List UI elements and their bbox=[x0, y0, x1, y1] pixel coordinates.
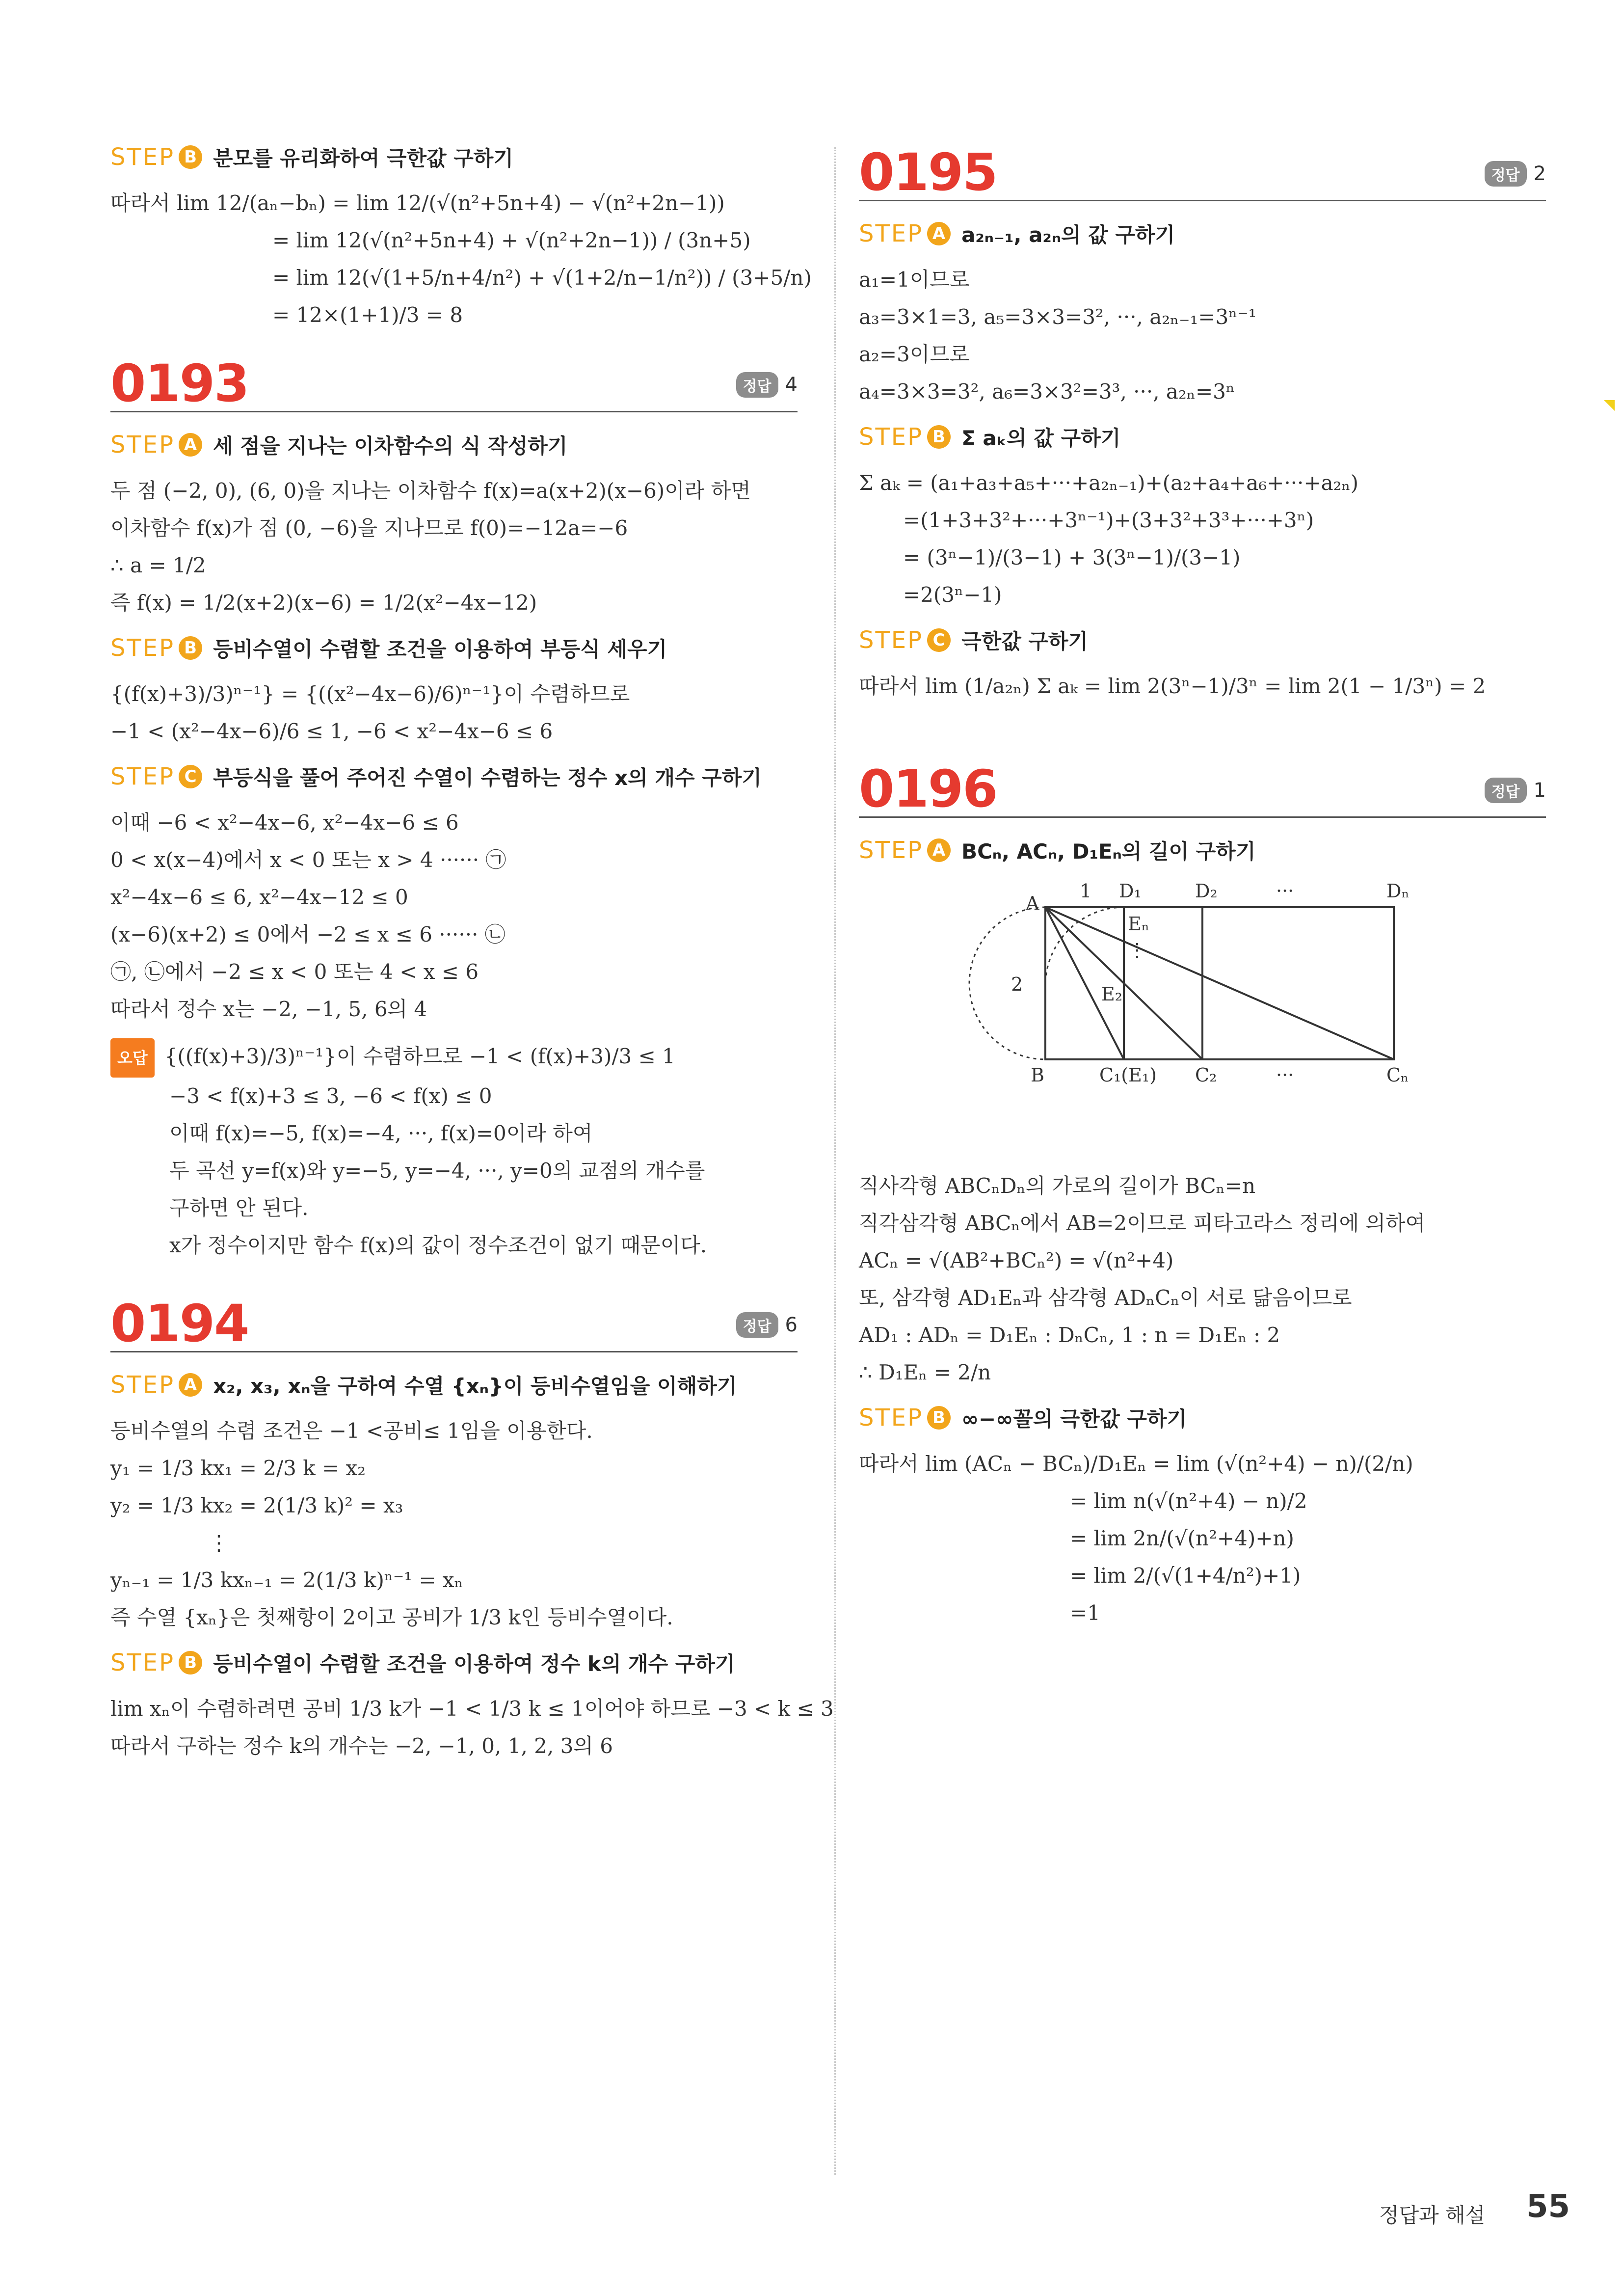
solution-line: 구하면 안 된다. bbox=[169, 1196, 309, 1220]
solution-line: ACₙ = √(AB²+BCₙ²) = √(n²+4) bbox=[859, 1248, 1174, 1272]
page-number: 55 bbox=[1526, 2188, 1570, 2225]
solution-line: 따라서 정수 x는 −2, −1, 5, 6의 4 bbox=[110, 997, 427, 1021]
solution-line: 직각삼각형 ABCₙ에서 AB=2이므로 피타고라스 정리에 의하여 bbox=[859, 1211, 1426, 1235]
problem-header-0193 bbox=[110, 353, 798, 412]
step-word: STEP bbox=[110, 431, 175, 459]
label-d2: D₂ bbox=[1195, 880, 1218, 902]
label-c2: C₂ bbox=[1195, 1064, 1217, 1086]
solution-line: Σ aₖ = (a₁+a₃+a₅+···+a₂ₙ₋₁)+(a₂+a₄+a₆+···+a₂ₙ) bbox=[859, 471, 1359, 495]
label-e2: E₂ bbox=[1101, 983, 1122, 1005]
label-dn: Dₙ bbox=[1386, 880, 1410, 902]
label-b: B bbox=[1031, 1064, 1044, 1086]
solution-line: a₁=1이므로 bbox=[859, 268, 970, 292]
answer-label-badge: 정답 bbox=[1485, 778, 1527, 803]
label-d1: D₁ bbox=[1119, 880, 1142, 902]
step-title: ∞−∞꼴의 극한값 구하기 bbox=[961, 1407, 1187, 1431]
segment-acn bbox=[1045, 907, 1394, 1059]
step-c-0193 bbox=[110, 762, 798, 791]
step-a-0195 bbox=[859, 219, 1546, 248]
step-word: STEP bbox=[859, 423, 924, 451]
solution-line: 즉 수열 {xₙ}은 첫째항이 2이고 공비가 1/3 k인 등비수열이다. bbox=[110, 1605, 673, 1629]
step-c-0195 bbox=[859, 625, 1546, 655]
wrong-answer-badge: 오답 bbox=[110, 1038, 155, 1078]
page-edge-marker bbox=[1604, 400, 1615, 411]
wrong-answer-note bbox=[110, 1038, 798, 1078]
solution-line: ㉠, ㉡에서 −2 ≤ x < 0 또는 4 < x ≤ 6 bbox=[110, 960, 479, 984]
problem-number: 0193 bbox=[110, 353, 249, 413]
solution-line: y₂ = 1/3 kx₂ = 2(1/3 k)² = x₃ bbox=[110, 1493, 403, 1517]
step-letter-badge: A bbox=[927, 222, 951, 245]
right-column bbox=[859, 142, 1546, 1632]
solution-line: 등비수열의 수렴 조건은 −1 <공비≤ 1임을 이용한다. bbox=[110, 1419, 593, 1443]
solution-line: 이때 f(x)=−5, f(x)=−4, ···, f(x)=0이라 하여 bbox=[169, 1121, 593, 1145]
header-rule bbox=[859, 200, 1546, 201]
label-a: A bbox=[1026, 892, 1039, 914]
step-word: STEP bbox=[110, 763, 175, 790]
solution-line: = lim 12(√(1+5/n+4/n²) + √(1+2/n−1/n²)) / (3+5/n) bbox=[272, 266, 812, 290]
solution-line: a₂=3이므로 bbox=[859, 342, 970, 366]
step-a-0194 bbox=[110, 1370, 798, 1400]
step-title: BCₙ, ACₙ, D₁Eₙ의 길이 구하기 bbox=[961, 839, 1256, 864]
solution-line: ∴ D₁Eₙ = 2/n bbox=[859, 1360, 991, 1384]
label-en: Eₙ bbox=[1128, 913, 1150, 935]
solution-line: 이때 −6 < x²−4x−6, x²−4x−6 ≤ 6 bbox=[110, 810, 459, 835]
label-c1: C₁(E₁) bbox=[1099, 1064, 1157, 1086]
solution-line: = lim 12(√(n²+5n+4) + √(n²+2n−1)) / (3n+5) bbox=[272, 228, 751, 252]
step-word: STEP bbox=[859, 1404, 924, 1432]
answer-value: 1 bbox=[1533, 779, 1546, 802]
step-b-0192 bbox=[110, 142, 798, 172]
answer-box bbox=[1485, 161, 1546, 187]
answer-label-badge: 정답 bbox=[1485, 161, 1527, 187]
solution-line: x²−4x−6 ≤ 6, x²−4x−12 ≤ 0 bbox=[110, 885, 408, 909]
label-one: 1 bbox=[1080, 880, 1092, 902]
solution-line: 따라서 구하는 정수 k의 개수는 −2, −1, 0, 1, 2, 3의 6 bbox=[110, 1734, 613, 1758]
answer-box bbox=[1485, 778, 1546, 803]
step-b-0194 bbox=[110, 1648, 798, 1677]
step-title: 세 점을 지나는 이차함수의 식 작성하기 bbox=[213, 434, 568, 458]
header-rule bbox=[859, 816, 1546, 818]
left-column bbox=[110, 142, 834, 1765]
solution-line: 즉 f(x) = 1/2(x+2)(x−6) = 1/2(x²−4x−12) bbox=[110, 591, 537, 615]
solution-line: lim xₙ이 수렴하려면 공비 1/3 k가 −1 < 1/3 k ≤ 1이어야 하므로 −3 < k ≤ 3 bbox=[110, 1697, 834, 1721]
problem-number: 0196 bbox=[859, 759, 997, 819]
step-b-0193 bbox=[110, 633, 798, 663]
solution-line: ∴ a = 1/2 bbox=[110, 553, 206, 577]
header-rule bbox=[110, 411, 798, 412]
solution-line: −3 < f(x)+3 ≤ 3, −6 < f(x) ≤ 0 bbox=[169, 1084, 492, 1108]
step-a-0193 bbox=[110, 430, 798, 459]
solution-line: = lim 2n/(√(n²+4)+n) bbox=[1070, 1526, 1294, 1550]
step-letter-badge: B bbox=[179, 1651, 202, 1675]
step-word: STEP bbox=[859, 220, 924, 247]
solution-line: 이차함수 f(x)가 점 (0, −6)을 지나므로 f(0)=−12a=−6 bbox=[110, 516, 628, 540]
problem-number: 0194 bbox=[110, 1294, 249, 1353]
step-title: 등비수열이 수렴할 조건을 이용하여 부등식 세우기 bbox=[213, 637, 667, 661]
solution-line: a₃=3×1=3, a₅=3×3=3², ···, a₂ₙ₋₁=3ⁿ⁻¹ bbox=[859, 305, 1257, 329]
step-title: 등비수열이 수렴할 조건을 이용하여 정수 k의 개수 구하기 bbox=[213, 1652, 735, 1676]
problem-header-0195 bbox=[859, 142, 1546, 201]
step-letter-badge: B bbox=[927, 1406, 951, 1430]
answer-value: 6 bbox=[785, 1314, 798, 1336]
step-letter-badge: B bbox=[179, 145, 202, 169]
solution-line: = 12×(1+1)/3 = 8 bbox=[272, 303, 463, 327]
step-word: STEP bbox=[110, 1649, 175, 1676]
solution-line: =2(3ⁿ−1) bbox=[903, 583, 1002, 607]
step-letter-badge: C bbox=[927, 628, 951, 652]
solution-line: {((f(x)+3)/3)ⁿ⁻¹}이 수렴하므로 −1 < (f(x)+3)/3 ≤ 1 bbox=[164, 1044, 675, 1068]
solution-line: (x−6)(x+2) ≤ 0에서 −2 ≤ x ≤ 6 ······ ㉡ bbox=[110, 922, 506, 946]
solution-line: = (3ⁿ−1)/(3−1) + 3(3ⁿ−1)/(3−1) bbox=[903, 545, 1241, 569]
arc-radius-2 bbox=[969, 907, 1045, 1059]
solution-line: ⋮ bbox=[209, 1531, 229, 1555]
label-dots-top: ··· bbox=[1276, 880, 1294, 902]
step-letter-badge: A bbox=[927, 838, 951, 862]
solution-line: {(f(x)+3)/3)ⁿ⁻¹} = {((x²−4x−6)/6)ⁿ⁻¹}이 수렴하므로 bbox=[110, 682, 630, 706]
solution-line: 두 곡선 y=f(x)와 y=−5, y=−4, ···, y=0의 교점의 개수를 bbox=[169, 1159, 705, 1183]
solution-line: y₁ = 1/3 kx₁ = 2/3 k = x₂ bbox=[110, 1456, 366, 1480]
step-letter-badge: C bbox=[179, 765, 202, 788]
step-word: STEP bbox=[859, 626, 924, 654]
step-b-0195 bbox=[859, 422, 1546, 452]
column-divider bbox=[834, 147, 836, 2175]
solution-line: AD₁ : ADₙ = D₁Eₙ : DₙCₙ, 1 : n = D₁Eₙ : 2 bbox=[859, 1323, 1280, 1347]
problem-number: 0195 bbox=[859, 142, 997, 202]
label-cn: Cₙ bbox=[1386, 1064, 1409, 1086]
step-word: STEP bbox=[110, 1371, 175, 1399]
answer-label-badge: 정답 bbox=[736, 1312, 778, 1338]
label-vdots: ⋮ bbox=[1128, 939, 1146, 961]
rectangle-diagram bbox=[859, 878, 1546, 1153]
solution-line: yₙ₋₁ = 1/3 kxₙ₋₁ = 2(1/3 k)ⁿ⁻¹ = xₙ bbox=[110, 1568, 463, 1592]
solution-line: x가 정수이지만 함수 f(x)의 값이 정수조건이 없기 때문이다. bbox=[169, 1233, 707, 1257]
solution-line: 따라서 lim (1/a₂ₙ) Σ aₖ = lim 2(3ⁿ−1)/3ⁿ = lim 2(1 − 1/3ⁿ) = 2 bbox=[859, 674, 1486, 698]
answer-label-badge: 정답 bbox=[736, 372, 778, 398]
problem-header-0194 bbox=[110, 1294, 798, 1352]
step-title: 부등식을 풀어 주어진 수열이 수렴하는 정수 x의 개수 구하기 bbox=[213, 766, 762, 790]
step-word: STEP bbox=[110, 634, 175, 662]
step-title: a₂ₙ₋₁, a₂ₙ의 값 구하기 bbox=[961, 223, 1175, 247]
answer-value: 2 bbox=[1533, 162, 1546, 185]
step-title: Σ aₖ의 값 구하기 bbox=[961, 426, 1121, 450]
step-b-0196 bbox=[859, 1403, 1546, 1432]
solution-line: = lim n(√(n²+4) − n)/2 bbox=[1070, 1489, 1307, 1513]
problem-header-0196 bbox=[859, 759, 1546, 818]
step-a-0196 bbox=[859, 836, 1546, 865]
solution-line: =(1+3+3²+···+3ⁿ⁻¹)+(3+3²+3³+···+3ⁿ) bbox=[903, 508, 1314, 532]
solution-line: 직사각형 ABCₙDₙ의 가로의 길이가 BCₙ=n bbox=[859, 1174, 1256, 1198]
answer-value: 4 bbox=[785, 374, 798, 396]
step-word: STEP bbox=[859, 837, 924, 864]
step-word: STEP bbox=[110, 143, 175, 171]
step-title: x₂, x₃, xₙ을 구하여 수열 {xₙ}이 등비수열임을 이해하기 bbox=[213, 1374, 737, 1398]
solution-line: = lim 2/(√(1+4/n²)+1) bbox=[1070, 1564, 1301, 1588]
solution-line: 따라서 lim 12/(aₙ−bₙ) = lim 12/(√(n²+5n+4) − √(n²+2n−1)) bbox=[110, 191, 725, 215]
step-letter-badge: B bbox=[927, 425, 951, 449]
footer-section-label: 정답과 해설 bbox=[1379, 2203, 1486, 2227]
solution-line: =1 bbox=[1070, 1601, 1100, 1625]
label-two: 2 bbox=[1011, 973, 1023, 995]
solution-line: a₄=3×3=3², a₆=3×3²=3³, ···, a₂ₙ=3ⁿ bbox=[859, 379, 1235, 404]
answer-box bbox=[736, 372, 798, 398]
step-letter-badge: A bbox=[179, 1373, 202, 1397]
geometry-figure bbox=[859, 878, 1546, 1153]
step-title: 분모를 유리화하여 극한값 구하기 bbox=[213, 146, 513, 170]
step-letter-badge: B bbox=[179, 636, 202, 660]
header-rule bbox=[110, 1351, 798, 1352]
solution-line: 두 점 (−2, 0), (6, 0)을 지나는 이차함수 f(x)=a(x+2)(x−6)이라 하면 bbox=[110, 479, 751, 503]
solution-line: 따라서 lim (ACₙ − BCₙ)/D₁Eₙ = lim (√(n²+4) − n)/(2/n) bbox=[859, 1452, 1413, 1476]
label-dots-bottom: ··· bbox=[1276, 1064, 1294, 1086]
step-title: 극한값 구하기 bbox=[961, 629, 1089, 653]
solution-line: 0 < x(x−4)에서 x < 0 또는 x > 4 ······ ㉠ bbox=[110, 848, 506, 872]
solution-line: −1 < (x²−4x−6)/6 ≤ 1, −6 < x²−4x−6 ≤ 6 bbox=[110, 719, 553, 743]
step-letter-badge: A bbox=[179, 433, 202, 457]
solution-line: 또, 삼각형 AD₁Eₙ과 삼각형 ADₙCₙ이 서로 닮음이므로 bbox=[859, 1286, 1352, 1310]
answer-box bbox=[736, 1312, 798, 1338]
